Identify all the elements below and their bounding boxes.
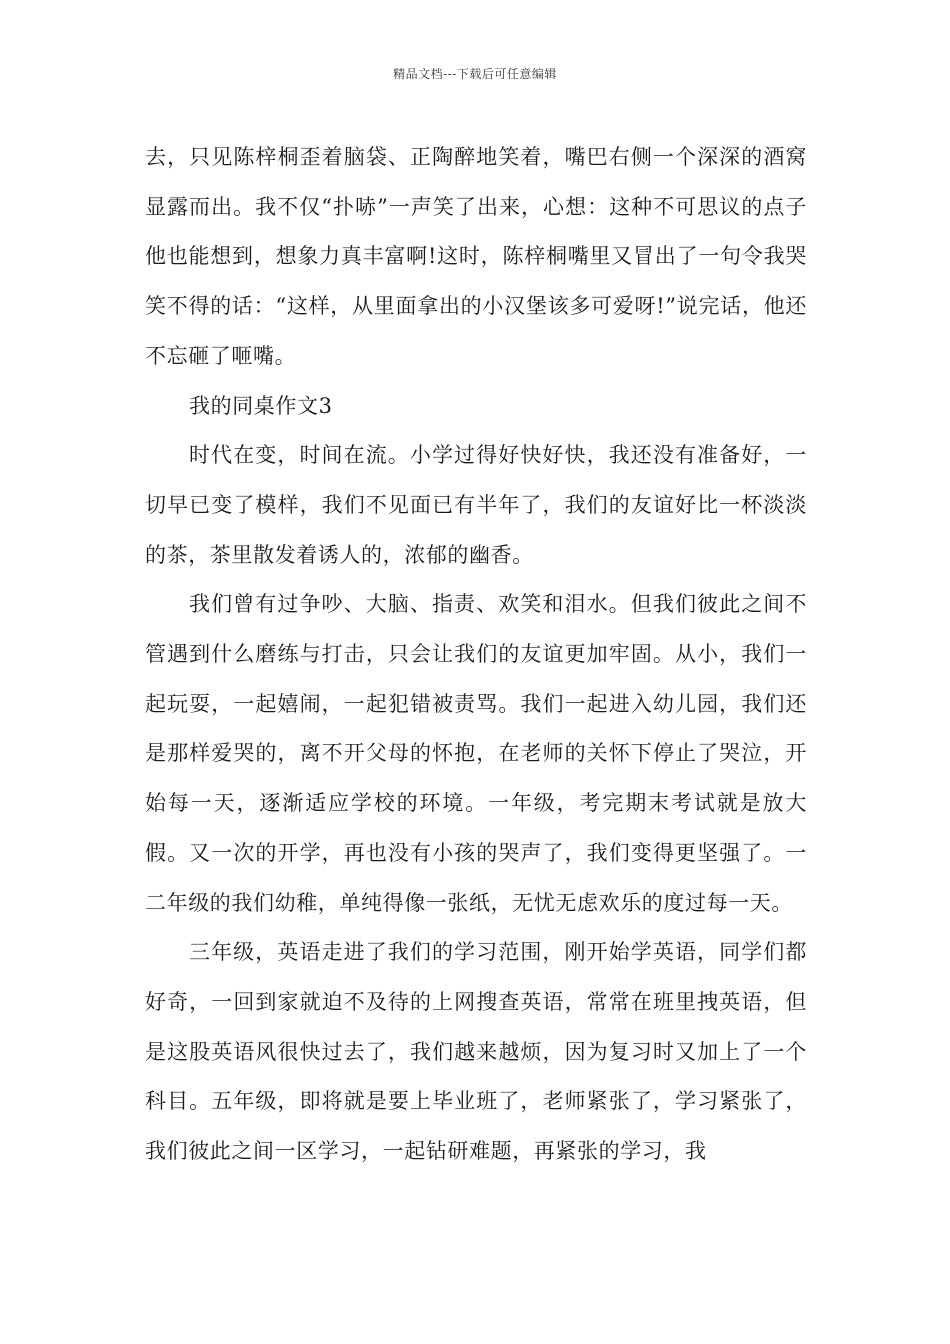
paragraph: 时代在变，时间在流。小学过得好快好快，我还没有准备好，一切早已变了模样，我们不见面已有半年了，我们的友谊好比一杯淡淡的茶，茶里散发着诱人的，浓郁的幽香。 bbox=[145, 443, 807, 567]
paragraph: 我们曾有过争吵、大脑、指责、欢笑和泪水。但我们彼此之间不管遇到什么磨练与打击，只会让我们的友谊更加牢固。从小，我们一起玩耍，一起嬉闹，一起犯错被责骂。我们一起进入幼儿园，我们还是那样爱哭的，离不开父母的怀抱，在老师的关怀下停止了哭泣，开始每一天，逐渐适应学校的环境。一年级，考完期末考试就是放大假。又一次的开学，再也没有小孩的哭声了，我们变得更坚强了。一二年级的我们幼稚，单纯得像一张纸，无忧无虑欢乐的度过每一天。 bbox=[145, 592, 807, 915]
page-header: 精品文档---下载后可任意编辑 bbox=[393, 67, 557, 81]
document-body bbox=[145, 133, 807, 1177]
paragraph-continuation: 去，只见陈梓桐歪着脑袋、正陶醉地笑着，嘴巴右侧一个深深的酒窝显露而出。我不仅“扑哧”一声笑了出来，心想：这种不可思议的点子他也能想到，想象力真丰富啊!这时，陈梓桐嘴里又冒出了一句令我哭笑不得的话：“这样，从里面拿出的小汉堡该多可爱呀!”说完话，他还不忘砸了咂嘴。 bbox=[145, 145, 807, 368]
paragraph: 三年级，英语走进了我们的学习范围，刚开始学英语，同学们都好奇，一回到家就迫不及待的上网搜查英语，常常在班里拽英语，但是这股英语风很快过去了，我们越来越烦，因为复习时又加上了一个科目。五年级，即将就是要上毕业班了，老师紧张了，学习紧张了，我们彼此之间一区学习，一起钻研难题，再紧张的学习，我 bbox=[145, 940, 807, 1164]
section-heading: 我的同桌作文3 bbox=[189, 393, 333, 418]
